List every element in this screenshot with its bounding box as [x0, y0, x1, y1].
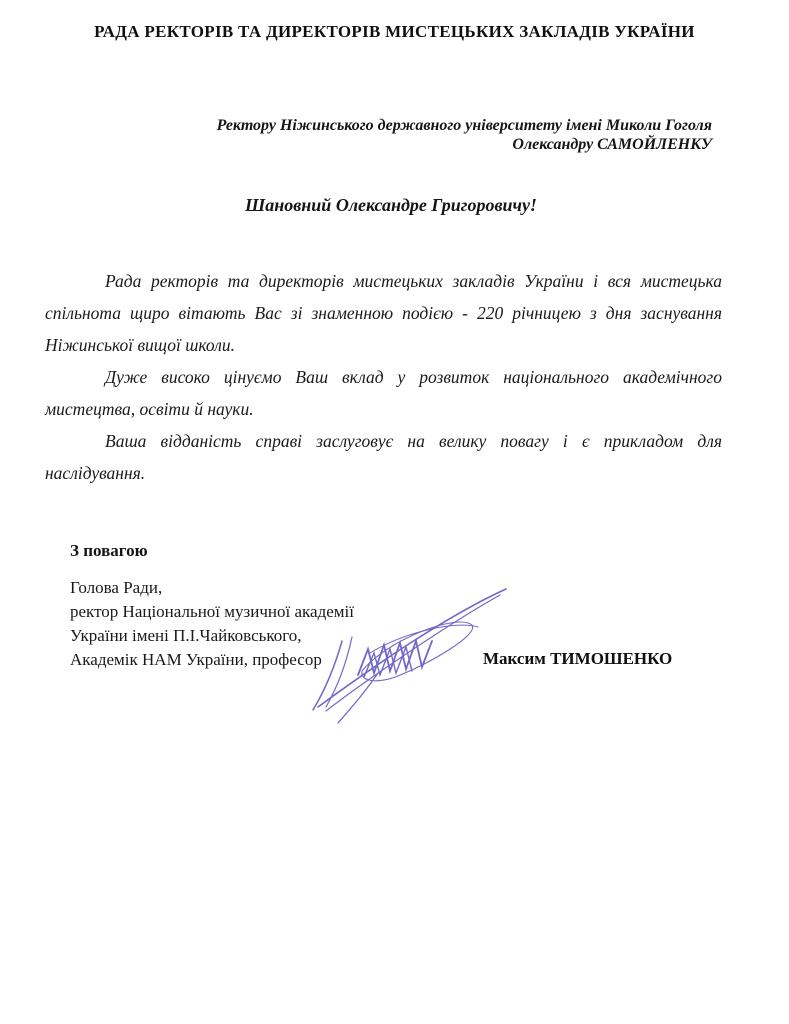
addressee-line-1: Ректору Ніжинського державного університету імені Миколи Гоголя [216, 117, 712, 134]
closing-role-line-3: України імені П.І.Чайковського, [70, 626, 302, 645]
salutation: Шановний Олександре Григоровичу! [245, 195, 537, 215]
letter-body [45, 265, 722, 489]
signer-name: Максим ТИМОШЕНКО [483, 649, 673, 668]
body-paragraph-3: Ваша відданість справі заслуговує на велику повагу і є прикладом для наслідування. [45, 431, 722, 483]
addressee-line-2: Олександру САМОЙЛЕНКУ [512, 136, 712, 153]
letter-title: РАДА РЕКТОРІВ ТА ДИРЕКТОРІВ МИСТЕЦЬКИХ ЗАКЛАДІВ УКРАЇНИ [94, 22, 695, 41]
closing-role-line-4: Академік НАМ України, професор [70, 650, 322, 669]
body-paragraph-1: Рада ректорів та директорів мистецьких закладів України і вся мистецька спільнота щиро вітають Вас зі знаменною подією - 220 річницею з дня заснування Ніжинської вищої школи. [45, 271, 722, 355]
closing-role-line-1: Голова Ради, [70, 578, 163, 597]
addressee-block [217, 116, 712, 154]
closing-regards: З повагою [70, 541, 148, 560]
closing-role-line-2: ректор Національної музичної академії [70, 602, 354, 621]
body-paragraph-2: Дуже високо цінуємо Ваш вклад у розвиток національного академічного мистецтва, освіти й науки. [45, 367, 722, 419]
